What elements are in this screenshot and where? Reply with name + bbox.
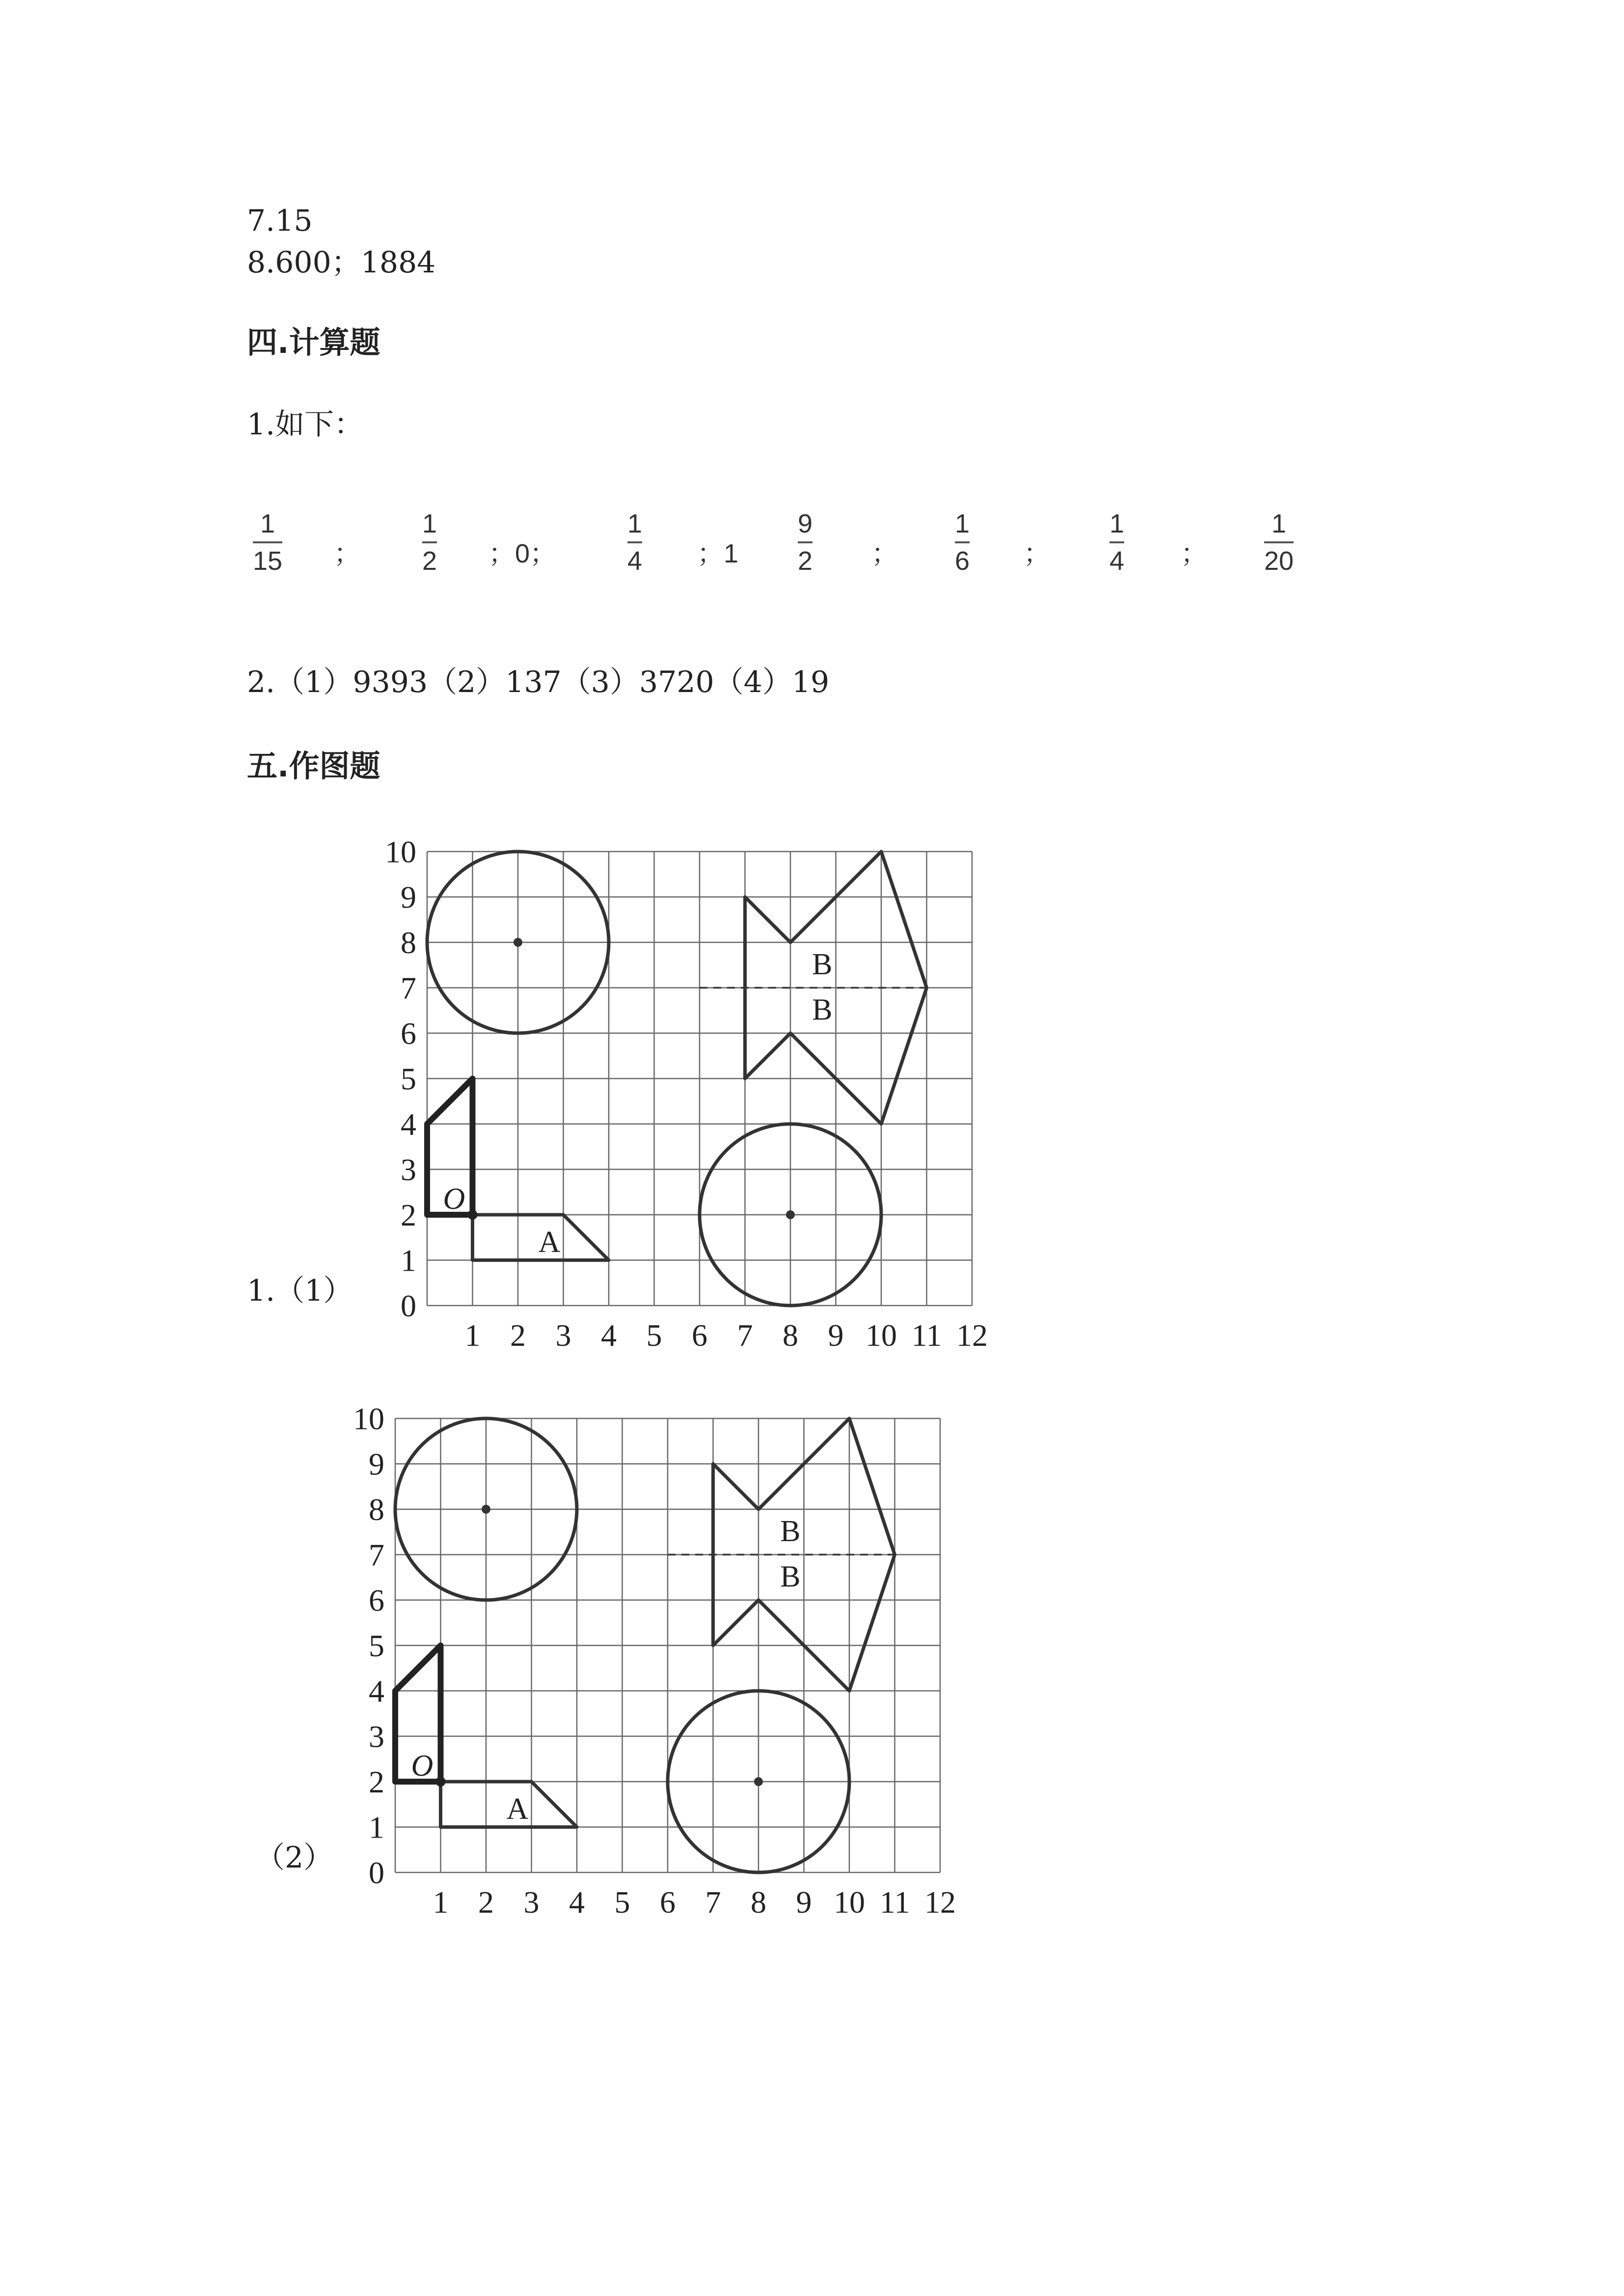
fraction [798, 508, 812, 577]
x-tick-label: 3 [523, 1885, 540, 1919]
denominator: 20 [1264, 546, 1294, 576]
y-tick-label: 4 [401, 1107, 416, 1142]
x-tick-label: 10 [866, 1318, 897, 1352]
section-5-title: 五.作图题 [247, 748, 380, 784]
shape-b-label-bottom: B [780, 1560, 801, 1594]
x-tick-label: 2 [510, 1318, 526, 1352]
x-tick-label: 1 [464, 1318, 481, 1352]
figure-1-label: 1.（1） [247, 1274, 353, 1308]
y-tick-label: 2 [369, 1764, 384, 1799]
x-tick-label: 8 [751, 1885, 766, 1919]
x-tick-label: 1 [433, 1885, 449, 1919]
figure-2-label: （2） [255, 1841, 333, 1875]
circle-center-dot [514, 938, 522, 947]
x-tick-label: 5 [646, 1318, 662, 1352]
x-tick-label: 11 [879, 1885, 910, 1919]
fraction-bar [955, 541, 970, 543]
y-tick-label: 1 [401, 1243, 416, 1278]
point-o [436, 1777, 446, 1787]
y-tick-label: 9 [401, 880, 416, 915]
circle-center-dot [786, 1210, 795, 1219]
y-tick-label: 0 [401, 1288, 416, 1323]
fraction-bar [798, 541, 812, 543]
fraction-bar [1264, 541, 1294, 543]
section-4-title: 四.计算题 [247, 324, 380, 360]
denominator: 2 [798, 546, 813, 576]
fraction [422, 508, 437, 577]
y-tick-label: 10 [353, 1401, 384, 1436]
y-tick-label: 8 [401, 925, 416, 960]
x-tick-label: 5 [614, 1885, 630, 1919]
fraction [627, 508, 642, 577]
numerator: 1 [1110, 509, 1125, 538]
question-2-answers: 2.（1）9393（2）137（3）3720（4）19 [247, 665, 830, 699]
separator: ； [1181, 539, 1207, 568]
x-tick-label: 9 [796, 1885, 812, 1919]
y-tick-label: 3 [369, 1719, 384, 1754]
question-1-label: 1.如下： [247, 407, 364, 442]
separator: ； [871, 539, 898, 568]
shape-a-label: A [506, 1792, 529, 1826]
y-tick-label: 1 [369, 1810, 384, 1845]
x-tick-label: 6 [692, 1318, 707, 1352]
fraction [253, 508, 282, 577]
denominator: 2 [422, 546, 437, 576]
denominator: 4 [1110, 546, 1125, 576]
numerator: 1 [260, 509, 275, 538]
circle-center-dot [482, 1505, 490, 1514]
grid-figure-2 [331, 1394, 970, 1919]
denominator: 4 [627, 546, 643, 576]
point-o-label: O [443, 1182, 465, 1216]
denominator: 15 [253, 546, 283, 576]
shape-b-label-top: B [780, 1514, 801, 1548]
fraction [1110, 508, 1124, 577]
x-tick-label: 12 [924, 1885, 956, 1919]
x-tick-label: 7 [705, 1885, 721, 1919]
x-tick-label: 8 [783, 1318, 798, 1352]
y-tick-label: 6 [369, 1583, 384, 1618]
shape-b-label-top: B [812, 947, 833, 981]
numerator: 9 [798, 509, 813, 538]
x-tick-label: 6 [660, 1885, 676, 1919]
numerator: 1 [1272, 509, 1287, 538]
fraction-answers [0, 508, 1624, 591]
y-tick-label: 7 [401, 970, 416, 1006]
y-tick-label: 3 [401, 1152, 416, 1187]
y-tick-label: 8 [369, 1492, 384, 1527]
y-tick-label: 5 [369, 1628, 384, 1663]
answer-8: 8.600；1884 [247, 245, 436, 280]
x-tick-label: 7 [737, 1318, 753, 1352]
y-tick-label: 4 [369, 1674, 384, 1709]
y-tick-label: 10 [385, 834, 416, 869]
fraction-bar [627, 541, 642, 543]
y-tick-label: 5 [401, 1061, 416, 1096]
y-tick-label: 7 [369, 1537, 384, 1573]
answer-7: 7.15 [247, 204, 313, 238]
circle-center-dot [754, 1777, 763, 1786]
y-tick-label: 9 [369, 1446, 384, 1482]
denominator: 6 [955, 546, 970, 576]
x-tick-label: 4 [601, 1318, 617, 1352]
y-tick-label: 6 [401, 1016, 416, 1051]
x-tick-label: 10 [834, 1885, 865, 1919]
separator: ；1 [697, 539, 739, 568]
grid-figure-1 [363, 827, 1001, 1352]
x-tick-label: 4 [569, 1885, 585, 1919]
x-tick-label: 9 [828, 1318, 844, 1352]
fraction-bar [253, 541, 282, 543]
x-tick-label: 2 [478, 1885, 494, 1919]
x-tick-label: 12 [956, 1318, 988, 1352]
separator: ；0； [488, 539, 557, 568]
fraction-bar [1110, 541, 1124, 543]
fraction [1264, 508, 1294, 577]
numerator: 1 [422, 509, 437, 538]
numerator: 1 [955, 509, 970, 538]
shape-b-label-bottom: B [812, 993, 833, 1027]
point-o [468, 1210, 478, 1220]
fraction-bar [422, 541, 437, 543]
fraction [955, 508, 970, 577]
separator: ； [1024, 539, 1050, 568]
x-tick-label: 11 [911, 1318, 942, 1352]
separator: ； [334, 539, 360, 568]
shape-a-label: A [538, 1225, 561, 1259]
point-o-label: O [411, 1749, 433, 1783]
y-tick-label: 2 [401, 1198, 416, 1232]
numerator: 1 [627, 509, 643, 538]
y-tick-label: 0 [369, 1855, 384, 1890]
x-tick-label: 3 [555, 1318, 571, 1352]
